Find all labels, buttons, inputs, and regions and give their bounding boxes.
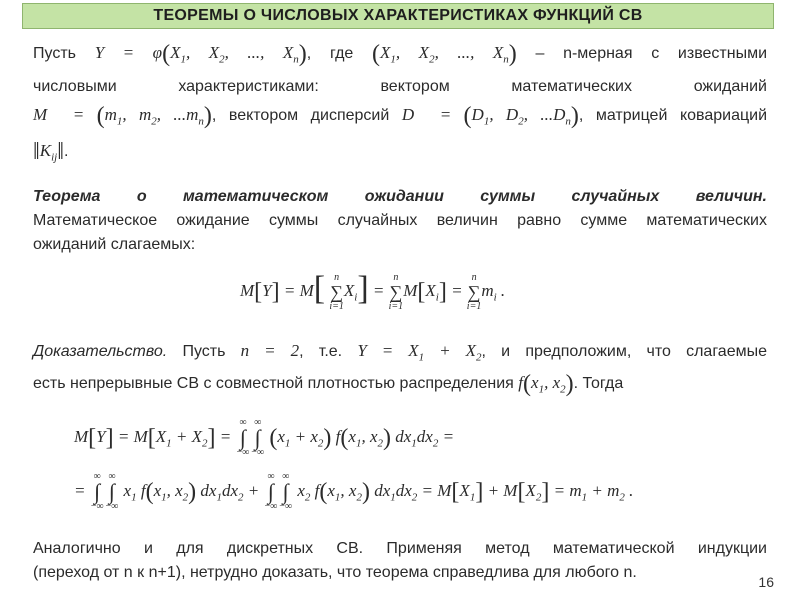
formula-proof-2: = ∞ ∫ −∞ ∞ ∫ −∞ $x_1$ $f(x_1$, $x_2$) $dx_1dx_2$ + ∞ ∫ −∞ ∞ ∫ −∞ $x_2$ $f(x_1$, $x_2$) $dx_1dx_2 = M[X_1] + M[X_2] = m_1 + m_2$ . <box>74 471 634 512</box>
formula-k-matrix: $‖K_{ij}‖$ <box>33 139 64 165</box>
formula-x-vector: ($X_1$, $X_2$, ..., $X_n$) <box>372 41 517 67</box>
formula-m-vector: M⃗ = ($m_1$, $m_2$, $...m_n$) <box>33 103 212 129</box>
slide-title: ТЕОРЕМЫ О ЧИСЛОВЫХ ХАРАКТЕРИСТИКАХ ФУНКЦИЙ СВ <box>22 3 774 29</box>
intro-line-1: Пусть $Y = \varphi(X_1$, $X_2$, ..., $X_n$), где ($X_1$, $X_2$, ..., $X_n$) – n-мерная с известными <box>33 41 768 67</box>
proof-line-2: есть непрерывные СВ с совместной плотностью распределения $f(x_1$, $x_2$). Тогда <box>33 371 624 397</box>
proof-line-1: Доказательство. Пусть n = 2, т.е. $Y = X_1 + X_2$, и предположим, что слагаемые <box>33 341 767 364</box>
formula-n-2: n = 2 <box>240 341 300 360</box>
intro-line-2: числовыми характеристиками: вектором математических ожиданий <box>33 78 767 95</box>
formula-proof-1: $M[Y] = M[X_1 + X_2]$ = ∞ ∫ −∞ ∞ ∫ −∞ $(x_1 + x_2)$ $f(x_1$, $x_2$) $dx_1dx_2$ = <box>74 417 455 458</box>
theorem-text-1: Математическое ожидание суммы случайных величин равно сумме математических <box>33 212 767 229</box>
formula-y-sum: $Y = X_1 + X_2$ <box>357 341 482 364</box>
theorem-heading: Теорема о математическом ожидании суммы случайных величин. <box>33 188 767 205</box>
intro-line-3: M⃗ = ($m_1$, $m_2$, $...m_n$), вектором дисперсий D⃗ = ($D_1$, $D_2$, $...D_n$), матрицей ковариаций <box>33 103 768 129</box>
conclusion-line-1: Аналогично и для дискретных СВ. Применяя метод математической индукции <box>33 540 767 557</box>
conclusion-line-2: (переход от n к n+1), нетрудно доказать, что теорема справедлива для любого n. <box>33 564 637 581</box>
formula-y-phi: $Y = \varphi(X_1$, $X_2$, ..., $X_n$) <box>94 41 307 67</box>
intro-line-4: $‖K_{ij}‖$. <box>33 139 69 165</box>
theorem-text-2: ожиданий слагаемых: <box>33 236 196 253</box>
formula-joint-density: $f(x_1$, $x_2$) <box>518 371 574 397</box>
page-number: 16 <box>758 574 774 590</box>
formula-d-vector: D⃗ = ($D_1$, $D_2$, $...D_n$) <box>401 103 579 129</box>
formula-theorem: M[Y] = M[ n ∑ i=1 $X_i$] = n ∑ i=1 $M[X_i]$ = n ∑ i=1 $m_i$ . <box>240 270 506 313</box>
